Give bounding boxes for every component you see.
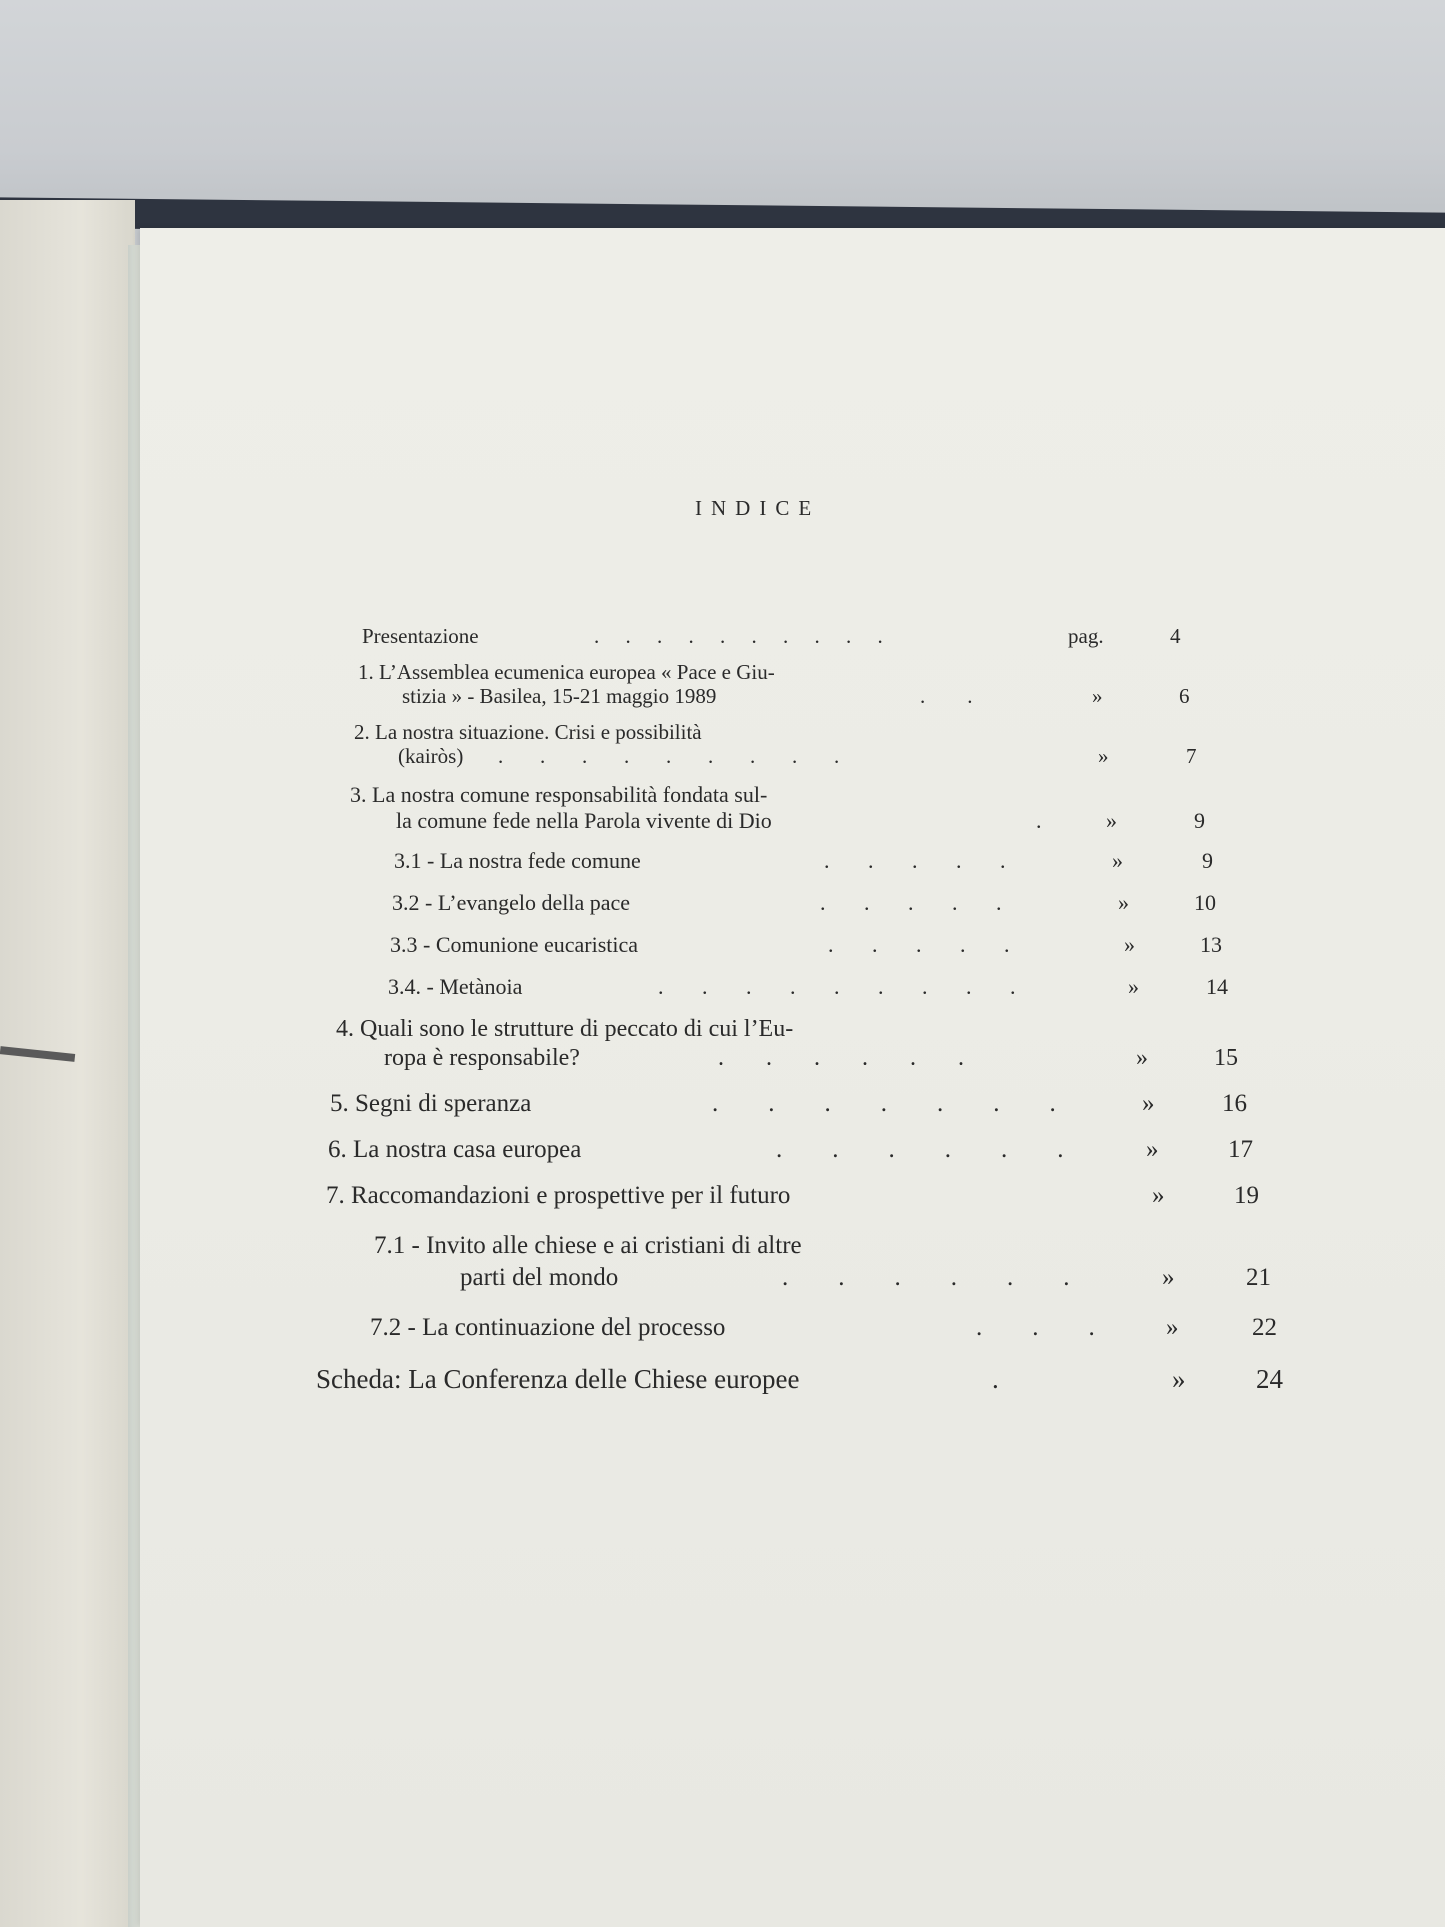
leader-dots: . . . . . . [718,1045,964,1071]
entry-label: Presentazione [362,624,479,648]
page-number: 6 [1179,684,1190,708]
book-page [140,228,1445,1927]
entry-label: 3.2 - L’evangelo della pace [392,890,631,915]
leader-dots: . [992,1364,999,1394]
leader-dots: . . . . . [824,848,1006,873]
entry-label: 3.3 - Comunione eucaristica [390,932,639,957]
page-number: 19 [1234,1182,1259,1209]
entry-label-cont: ropa è responsabile? [384,1045,580,1071]
entry-label: 5. Segni di speranza [330,1090,532,1117]
page-tear [0,1046,75,1062]
page-number: 21 [1246,1264,1271,1291]
entry-label-cont: la comune fede nella Parola vivente di Dio [396,808,772,833]
entry-label: 3.4. - Metànoia [388,974,523,999]
entry-label: 6. La nostra casa europea [328,1136,582,1163]
ditto-mark: » [1098,744,1109,768]
background-wall [0,0,1445,215]
page-number: 10 [1194,890,1216,915]
leader-dots: . . . . . . [776,1136,1064,1163]
page-title: INDICE [695,496,821,520]
entry-label-cont: stizia » - Basilea, 15-21 maggio 1989 [402,684,717,708]
ditto-mark: » [1106,808,1117,833]
page-number: 16 [1222,1090,1247,1117]
entry-label: Scheda: La Conferenza delle Chiese europee [316,1364,800,1394]
entry-label: 2. La nostra situazione. Crisi e possibilità [354,720,702,744]
leader-dots: . . . [976,1314,1095,1341]
page-number: 17 [1228,1136,1253,1163]
page-number: 4 [1170,624,1181,648]
leader-dots: . . . . . . . . . [658,974,1016,999]
ditto-mark: » [1162,1264,1175,1291]
page-number: 9 [1194,808,1205,833]
ditto-mark: » [1136,1045,1148,1071]
page-number: 13 [1200,932,1222,957]
leader-dots: . . . . . . [782,1264,1070,1291]
ditto-mark: » [1092,684,1103,708]
entry-label-cont: (kairòs) [398,744,464,768]
leader-dots: . . [920,684,973,708]
leader-dots: . . . . . . . . . [498,744,840,768]
ditto-mark: » [1172,1364,1186,1394]
leader-dots: . . . . . . . [712,1090,1056,1117]
entry-label: 3. La nostra comune responsabilità fondata sul- [350,782,768,807]
leader-dots: . . . . . [828,932,1010,957]
page-number: 24 [1256,1364,1283,1394]
ditto-mark: » [1146,1136,1159,1163]
ditto-mark: » [1142,1090,1155,1117]
entry-label: 4. Quali sono le strutture di peccato di cui l’Eu- [336,1016,794,1042]
ditto-mark: » [1124,932,1135,957]
ditto-mark: » [1128,974,1139,999]
page-number: 9 [1202,848,1213,873]
entry-label: 7.2 - La continuazione del processo [370,1314,726,1341]
entry-label: 3.1 - La nostra fede comune [394,848,641,873]
ditto-mark: » [1152,1182,1165,1209]
ditto-mark: » [1166,1314,1179,1341]
leader-dots: . [1036,808,1042,833]
page-number: 22 [1252,1314,1277,1341]
entry-label: 7. Raccomandazioni e prospettive per il futuro [326,1182,791,1209]
page-number: 15 [1214,1045,1238,1071]
ditto-mark: » [1118,890,1129,915]
page-number: 14 [1206,974,1228,999]
entry-label: 7.1 - Invito alle chiese e ai cristiani di altre [374,1232,802,1259]
pag-label: pag. [1068,624,1104,648]
leader-dots: . . . . . [820,890,1002,915]
entry-label: 1. L’Assemblea ecumenica europea « Pace e Giu- [358,660,775,684]
leader-dots: . . . . . . . . . . [594,624,883,648]
ditto-mark: » [1112,848,1123,873]
page-number: 7 [1186,744,1197,768]
entry-label-cont: parti del mondo [460,1264,619,1291]
previous-page [0,200,135,1927]
